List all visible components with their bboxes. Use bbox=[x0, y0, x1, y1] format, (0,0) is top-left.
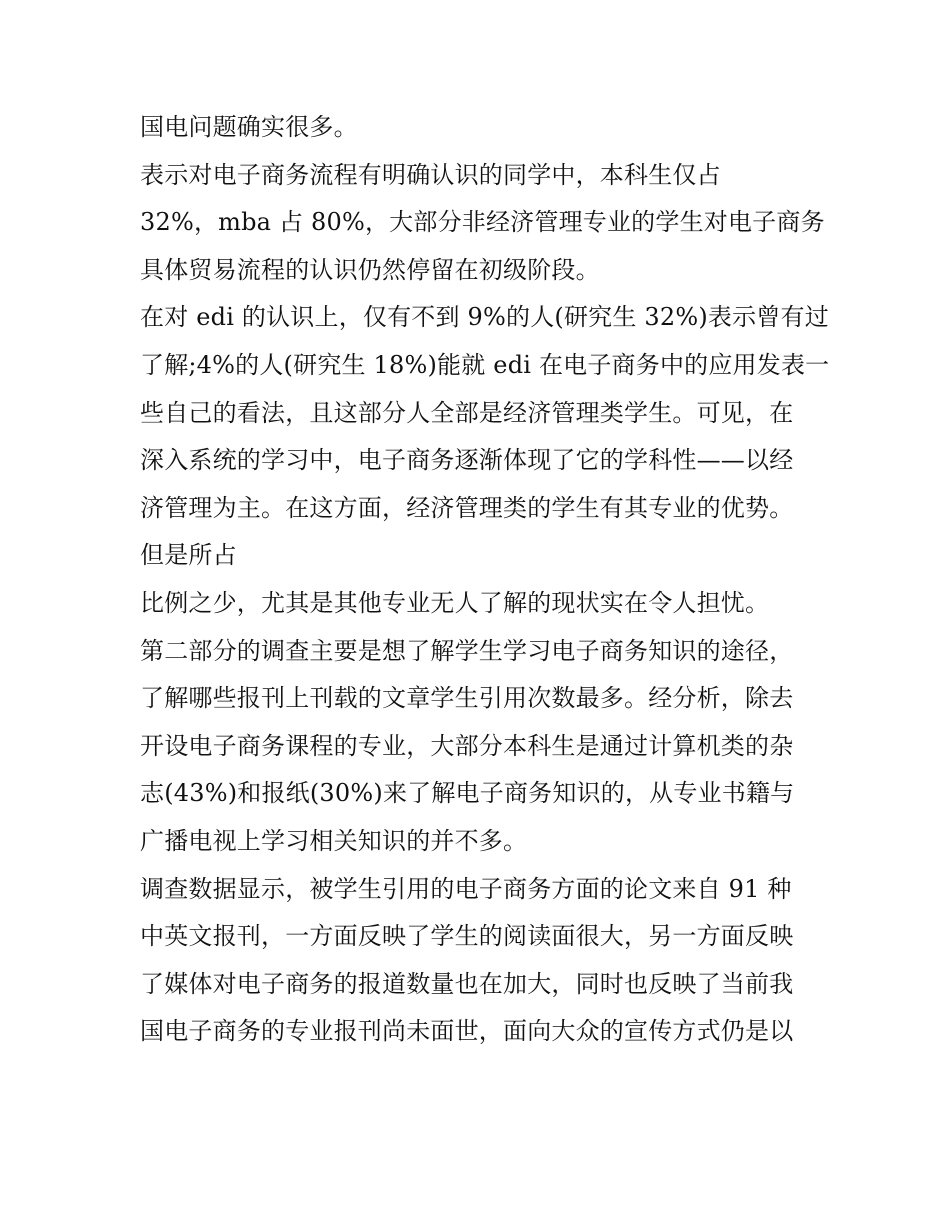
text-line: 些自己的看法，且这部分人全部是经济管理类学生。可见，在 bbox=[140, 398, 794, 427]
text-line: 开设电子商务课程的专业，大部分本科生是通过计算机类的杂 bbox=[140, 731, 794, 760]
text-line: 调查数据显示，被学生引用的电子商务方面的论文来自 91 种 bbox=[140, 874, 792, 903]
text-line: 32%，mba 占 80%，大部分非经济管理专业的学生对电子商务 bbox=[140, 208, 825, 237]
text-line: 国电子商务的专业报刊尚未面世，面向大众的宣传方式仍是以 bbox=[140, 1017, 794, 1046]
text-line: 比例之少，尤其是其他专业无人了解的现状实在令人担忧。 bbox=[140, 588, 770, 617]
body-text bbox=[140, 104, 830, 1056]
text-line: 志(43%)和报纸(30%)来了解电子商务知识的，从专业书籍与 bbox=[140, 779, 795, 808]
text-line: 但是所占 bbox=[140, 541, 237, 570]
text-line: 中英文报刊，一方面反映了学生的阅读面很大，另一方面反映 bbox=[140, 922, 794, 951]
text-line: 广播电视上学习相关知识的并不多。 bbox=[140, 826, 528, 855]
text-line: 具体贸易流程的认识仍然停留在初级阶段。 bbox=[140, 255, 600, 284]
text-line: 了解;4%的人(研究生 18%)能就 edi 在电子商务中的应用发表一 bbox=[140, 350, 830, 379]
text-line: 在对 edi 的认识上，仅有不到 9%的人(研究生 32%)表示曾有过 bbox=[140, 303, 829, 332]
text-line: 第二部分的调查主要是想了解学生学习电子商务知识的途径， bbox=[140, 636, 794, 665]
text-line: 了媒体对电子商务的报道数量也在加大，同时也反映了当前我 bbox=[140, 969, 794, 998]
text-line: 深入系统的学习中，电子商务逐渐体现了它的学科性——以经 bbox=[140, 446, 794, 475]
text-line: 表示对电子商务流程有明确认识的同学中，本科生仅占 bbox=[140, 160, 721, 189]
text-line: 了解哪些报刊上刊载的文章学生引用次数最多。经分析，除去 bbox=[140, 684, 794, 713]
text-line: 国电问题确实很多。 bbox=[140, 113, 358, 141]
text-line: 济管理为主。在这方面，经济管理类的学生有其专业的优势。 bbox=[140, 493, 794, 522]
